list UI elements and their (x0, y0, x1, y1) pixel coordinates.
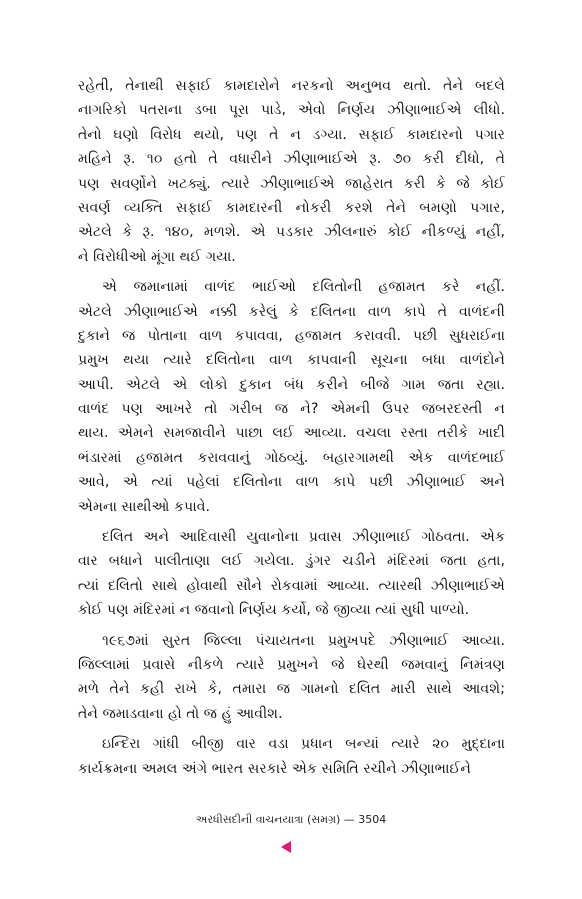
text-line: વાર બધાને પાલીતાણા લઈ ગયેલા. ડુંગર ચડીને મંદિરમાં જતા હતા, (78, 553, 505, 570)
text-line: એટલે કે રૂ. ૧૪૦, મળશે. એ પડકાર ઝીલનારું કોઈ નીકળ્યું નહીં, (78, 224, 505, 241)
text-line: એમના સાથીઓ કપાવે. (78, 498, 211, 515)
text-line: કાર્યક્રમના અમલ અંગે ભારત સરકારે એક સમિતિ રચીને ઝીણાભાઈને (78, 760, 471, 777)
text-line: મહિને રૂ. ૧૦ હતો તે વધારીને ઝીણાભાઈએ રૂ. ૭૦ કરી દીધો, તે (78, 151, 505, 168)
text-line: એ જમાનામાં વાળંદ ભાઈઓ દલિતોની હજામત કરે નહીં. (102, 279, 505, 296)
text-line: પણ સવર્ણોને ખટક્યું. ત્યારે ઝીણાભાઈએ જાહેરાત કરી કે જે કોઈ (78, 175, 505, 192)
page-footer: અરધીસદીની વાચનયાત્રા (સમગ્ર) — 3504 (195, 813, 387, 826)
paragraph (78, 732, 505, 781)
paragraph (78, 629, 505, 727)
text-line: ૧૯૬૭માં સુરત જિલ્લા પંચાયતના પ્રમુખપદે ઝીણાભાઈ આવ્યા. (102, 632, 505, 649)
text-line: જિલ્લામાં પ્રવાસે નીકળે ત્યારે પ્રમુખને જે ઘેરથી જમવાનું નિમંત્રણ (78, 656, 505, 673)
text-line: તેનો ઘણો વિરોધ થયો, પણ તે ન ડગ્યા. સફાઈ કામદારનો પગાર (78, 126, 505, 143)
text-line: ઇન્દિરા ગાંધી બીજી વાર વડા પ્રધાન બન્યાં ત્યારે ૨૦ મુદ્દાના (102, 736, 505, 753)
text-line: મળે તેને કહી રાખે કે, તમારા જ ગામનો દલિત મારી સાથે આવશે; (78, 681, 505, 698)
text-line: તેને જમાડવાના હો તો જ હું આવીશ. (78, 705, 283, 722)
document-body (78, 74, 505, 787)
previous-page-icon[interactable] (281, 841, 291, 853)
text-line: દલિત અને આદિવાસી યુવાનોના પ્રવાસ ઝીણાભાઈ ગોઠવતા. એક (102, 529, 505, 546)
text-line: સવર્ણ વ્યક્તિ સફાઈ કામદારની નોકરી કરશે તેને બમણો પગાર, (78, 199, 505, 216)
text-line: દુકાને જ પોતાના વાળ કપાવવા, હજામત કરાવવી. પછી સુધરાઈના (78, 327, 505, 344)
text-line: ભંડારમાં હજામત કરાવવાનું ગોઠવ્યું. બહારગામથી એક વાળંદભાઈ (78, 449, 505, 466)
text-line: નાગરિકો પતરાના ડબા પૂરા પાડે, એવો નિર્ણય ઝીણાભાઈએ લીધો. (78, 102, 505, 119)
text-line: પ્રમુખ થયા ત્યારે દલિતોના વાળ કાપવાની સૂચના બધા વાળંદોને (78, 352, 505, 369)
text-line: એટલે ઝીણાભાઈએ નક્કી કરેલું કે દલિતના વાળ કાપે તે વાળંદની (78, 303, 505, 320)
text-line: ને વિરોધીઓ મૂંગા થઈ ગયા. (78, 248, 236, 265)
paragraph (78, 74, 505, 269)
paragraph (78, 525, 505, 623)
text-line: કોઈ પણ મંદિરમાં ન જવાનો નિર્ણય કર્યો, જે જીવ્યા ત્યાં સુધી પાળ્યો. (78, 602, 470, 619)
text-line: રહેતી, તેનાથી સફાઈ કામદારોને નરકનો અનુભવ થતો. તેને બદલે (78, 78, 505, 94)
text-line: આવે, એ ત્યાં પહેલાં દલિતોના વાળ કાપે પછી ઝીણાભાઈ અને (78, 474, 505, 491)
paragraph (78, 275, 505, 519)
text-line: ત્યાં દલિતો સાથે હોવાથી સૌને રોકવામાં આવ્યા. ત્યારથી ઝીણાભાઈએ (78, 577, 505, 594)
text-line: આપી. એટલે એ લોકો દુકાન બંધ કરીને બીજે ગામ જતા રહ્યા. (78, 376, 505, 393)
text-line: થાય. એમને સમજાવીને પાછા લઈ આવ્યા. વચલા રસ્તા તરીકે ખાદી (78, 425, 505, 442)
text-line: વાળંદ પણ આખરે તો ગરીબ જ ને? એમની ઉપર જબરદસ્તી ન (78, 401, 505, 418)
